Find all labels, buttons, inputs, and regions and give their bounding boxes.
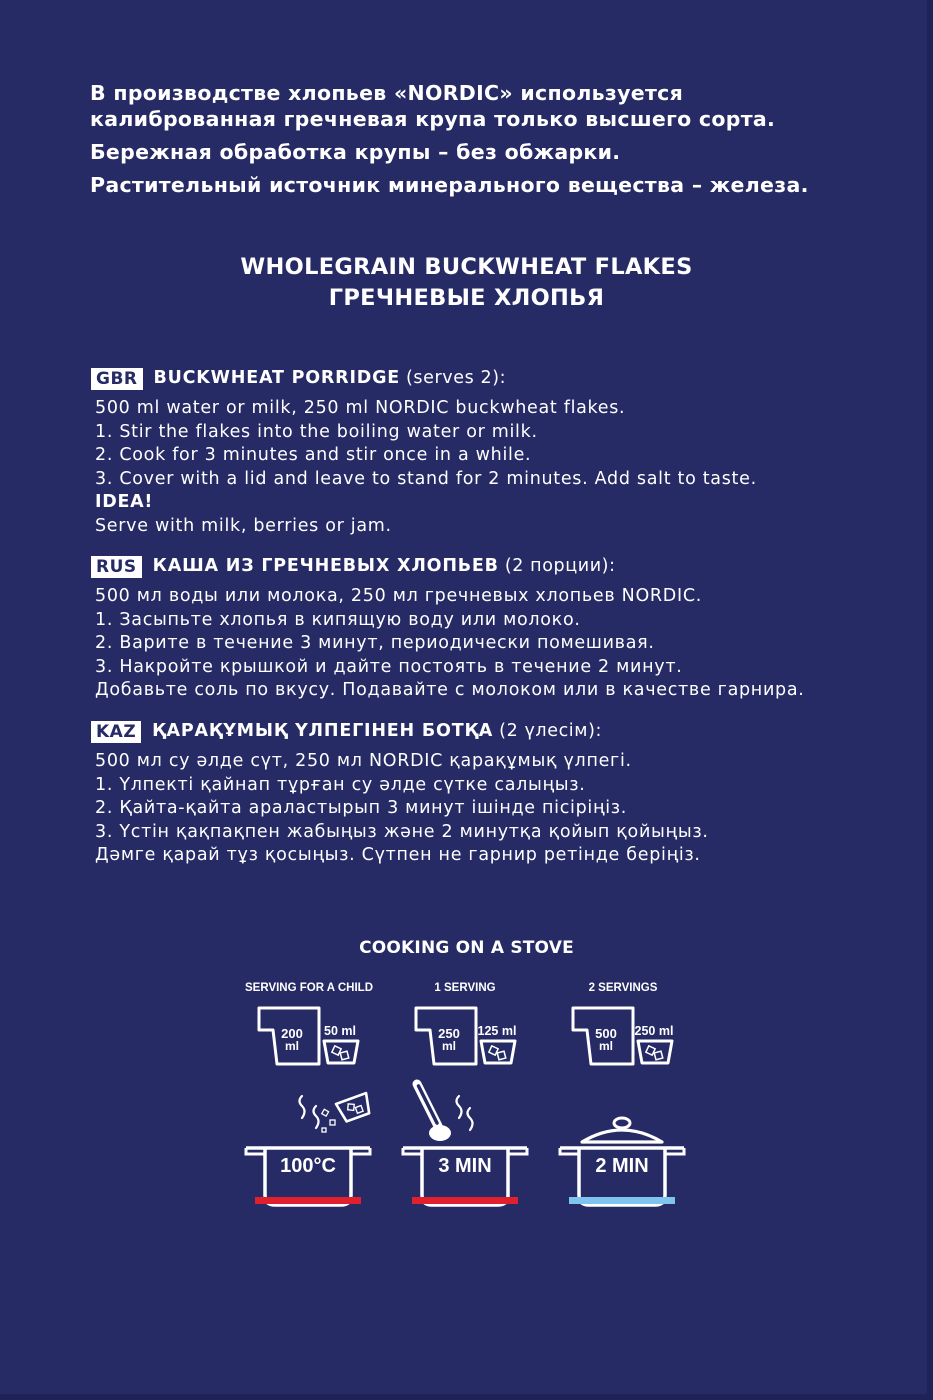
recipe-line: 2. Cook for 3 minutes and stir once in a while. [95, 445, 532, 466]
recipe-line: 1. Stir the flakes into the boiling water or milk. [95, 421, 538, 442]
flakes-pouring-icon [336, 1093, 373, 1123]
flakes-cup-icon [481, 1041, 515, 1063]
recipe-line: 3. Үстін қақпақпен жабыңыз және 2 минутқа қойып қойыңыз. [95, 821, 709, 842]
recipe-title: BUCKWHEAT PORRIDGE [153, 368, 400, 389]
liquid-unit: ml [284, 1039, 300, 1053]
flakes-amount: 125 ml [477, 1024, 517, 1038]
recipe-line: Дәмге қарай тұз қосыңыз. Сүтпен не гарнир ретінде беріңіз. [95, 845, 701, 866]
liquid-unit: ml [441, 1039, 457, 1053]
heat-bar-high [412, 1197, 518, 1204]
recipe-line: Serve with milk, berries or jam. [95, 515, 392, 536]
liquid-amount: 200 [281, 1026, 303, 1041]
recipe-title: ҚАРАҚҰМЫҚ ҮЛПЕГІНЕН БОТҚА [152, 721, 494, 742]
product-title-en: WHOLEGRAIN BUCKWHEAT FLAKES [240, 254, 693, 280]
language-badge: RUS [91, 556, 142, 578]
step-label: 100°C [280, 1155, 336, 1177]
recipe-line: 1. Үлпекті қайнап тұрған су әлде сүтке салыңыз. [95, 774, 586, 795]
recipe-line: 1. Засыпьте хлопья в кипящую воду или молоко. [95, 609, 581, 630]
liquid-amount: 250 [438, 1026, 460, 1041]
steam-icon [457, 1096, 473, 1130]
recipe-line: 2. Қайта-қайта араластырып 3 минут ішінде пісіріңіз. [95, 798, 628, 819]
heat-bar-high [255, 1197, 361, 1204]
serving-label: 1 SERVING [434, 982, 496, 994]
recipe-line: 2. Варите в течение 3 минут, периодически помешивая. [95, 633, 655, 654]
flakes-cup-icon [324, 1041, 358, 1063]
recipe-title: КАША ИЗ ГРЕЧНЕВЫХ ХЛОПЬЕВ [152, 556, 499, 577]
flakes-amount: 50 ml [324, 1024, 356, 1038]
step-label: 3 MIN [438, 1155, 492, 1177]
flakes-cup-icon [638, 1041, 672, 1063]
intro-line: Бережная обработка крупы – без обжарки. [90, 140, 621, 164]
serving-label: SERVING FOR A CHILD [245, 982, 373, 994]
steam-icon [300, 1096, 319, 1128]
heat-bar-off [569, 1197, 675, 1204]
recipe-line: 3. Накройте крышкой и дайте постоять в течение 2 минут. [95, 656, 683, 677]
liquid-unit: ml [598, 1039, 614, 1053]
language-badge: KAZ [91, 721, 141, 743]
recipe-line: 500 ml water or milk, 250 ml NORDIC buckwheat flakes. [95, 398, 626, 418]
recipe-servings: (2 үлесім): [499, 721, 602, 742]
lid-icon [582, 1118, 662, 1142]
intro-line: Растительный источник минерального вещества – железа. [90, 173, 809, 197]
step-label: 2 MIN [595, 1155, 649, 1177]
language-badge: GBR [91, 368, 143, 390]
recipe-line: Добавьте соль по вкусу. Подавайте с молоком или в качестве гарнира. [95, 680, 805, 701]
recipe-servings: (serves 2): [406, 368, 507, 389]
cooking-title: COOKING ON A STOVE [359, 938, 574, 958]
recipe-line: 500 мл су әлде сүт, 250 мл NORDIC қарақұмық үлпегі. [95, 751, 632, 771]
liquid-amount: 500 [595, 1026, 617, 1041]
product-title-ru: ГРЕЧНЕВЫЕ ХЛОПЬЯ [328, 285, 605, 311]
serving-label: 2 SERVINGS [588, 982, 658, 994]
recipe-idea-label: IDEA! [95, 492, 154, 513]
flakes-amount: 250 ml [634, 1024, 674, 1038]
intro-line: В производстве хлопьев «NORDIC» используется калиброванная гречневая крупа только высшего сорта. [90, 81, 776, 131]
recipe-line: 3. Cover with a lid and leave to stand for 2 minutes. Add salt to taste. [95, 468, 757, 489]
recipe-servings: (2 порции): [504, 556, 616, 577]
recipe-line: 500 мл воды или молока, 250 мл гречневых хлопьев NORDIC. [95, 586, 703, 606]
spoon-icon [417, 1084, 451, 1141]
